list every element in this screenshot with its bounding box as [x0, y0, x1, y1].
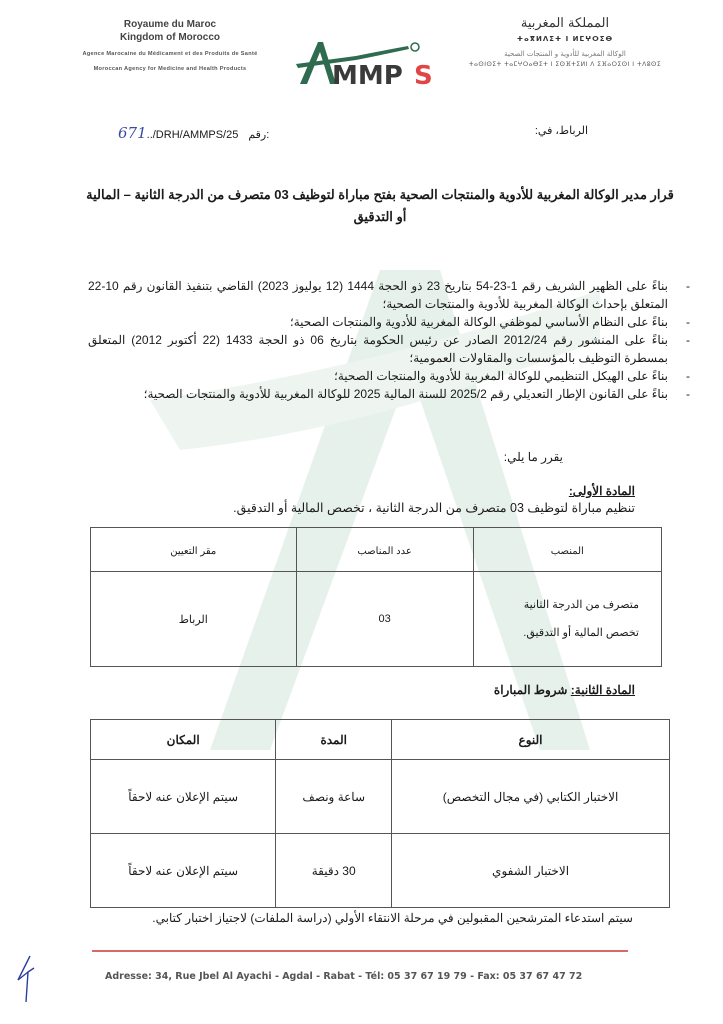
table-row	[91, 760, 670, 834]
position-line1: متصرف من الدرجة الثانية	[523, 599, 639, 611]
table-row	[91, 572, 662, 667]
table-header-row	[91, 720, 670, 760]
positions-table	[90, 527, 662, 667]
header-count: عدد المناصب	[296, 528, 473, 572]
agency-tifinagh: ⵜⴰⵙⵏⵙⵉⵜ ⵜⴰⵎⵖⵔⴰⴱⵉⵜ ⵏ ⵉⵙⴼⵜⵉⵍⵏ ⴷ ⵉⴼⴰⵔⵉⵙⵏ ⵏ ⵜⴷⵓⵙⵉ	[468, 61, 662, 68]
kingdom-ar: المملكة المغربية	[520, 16, 610, 31]
header-position: المنصب	[473, 528, 661, 572]
reference-line	[118, 124, 588, 144]
article1-title: المادة الأولى:	[568, 484, 635, 498]
article1-text: تنظيم مباراة لتوظيف 03 متصرف من الدرجة الثانية ، تخصص المالية أو التدقيق.	[233, 501, 635, 515]
decides-label: يقرر ما يلي:	[503, 450, 563, 464]
exam-conditions-table	[90, 719, 670, 908]
consideration-item: - بناءً على الظهير الشريف رقم 1-23-54 بتاريخ 23 ذو الحجة 1444 (12 يوليوز 2023) القاضي بتنفيذ القانون رقم 10-22 المتعلق بإحداث الوكالة المغربية للأدوية والمنتجات الصحية؛	[88, 277, 668, 313]
header-location: مقر التعيين	[91, 528, 297, 572]
reference-suffix: ../DRH/AMMPS/25	[146, 129, 239, 141]
consideration-item: - بناءً على الهيكل التنظيمي للوكالة المغربية للأدوية والمنتجات الصحية؛	[88, 367, 668, 385]
position-line2: تخصص المالية أو التدقيق.	[523, 627, 639, 639]
reference-number	[118, 124, 269, 142]
header-left-block	[40, 18, 300, 74]
table-header-row	[91, 528, 662, 572]
kingdom-en: Kingdom of Morocco	[120, 32, 220, 43]
cell-place: سيتم الإعلان عنه لاحقاً	[91, 834, 276, 908]
article2-title: المادة الثانية:	[570, 683, 635, 697]
header-duration: المدة	[276, 720, 392, 760]
agency-ar: الوكالة المغربية للأدوية و المنتجات الصحية	[504, 50, 626, 58]
consideration-item: - بناءً على القانون الإطار التعديلي رقم 2025/2 للسنة المالية 2025 للوكالة المغربية للأدوية والمنتجات الصحية؛	[88, 385, 668, 403]
consideration-item: - بناءً على النظام الأساسي لموظفي الوكالة المغربية للأدوية والمنتجات الصحية؛	[88, 313, 668, 331]
cell-position	[473, 572, 661, 667]
cell-duration: 30 دقيقة	[276, 834, 392, 908]
signature-initials	[14, 954, 40, 1004]
cell-type: الاختبار الكتابي (في مجال التخصص)	[392, 760, 670, 834]
svg-text:MMP: MMP	[332, 61, 403, 90]
written-exam-note: سيتم استدعاء المترشحين المقبولين في مرحلة الانتقاء الأولي (دراسة الملفات) لاجتياز اختبار كتابي.	[152, 911, 633, 925]
agency-fr: Agence Marocaine du Médicament et des Produits de Santé	[82, 51, 258, 57]
kingdom-tifinagh: ⵜⴰⴳⵍⴷⵉⵜ ⵏ ⵍⵎⵖⵔⵉⴱ	[516, 35, 614, 43]
header-type: النوع	[392, 720, 670, 760]
cell-location: الرباط	[91, 572, 297, 667]
header-place: المكان	[91, 720, 276, 760]
cell-place: سيتم الإعلان عنه لاحقاً	[91, 760, 276, 834]
agency-en: Moroccan Agency for Medicine and Health Products	[93, 66, 247, 72]
article2-subtitle: شروط المباراة	[493, 683, 568, 697]
ammps-logo	[296, 36, 436, 90]
handwritten-number: 671	[118, 124, 147, 142]
table-row	[91, 834, 670, 908]
cell-count: 03	[296, 572, 473, 667]
cell-type: الاختبار الشفوي	[392, 834, 670, 908]
article2-heading	[494, 683, 635, 697]
svg-text:S: S	[414, 61, 433, 90]
footer-divider	[92, 950, 628, 952]
cell-duration: ساعة ونصف	[276, 760, 392, 834]
kingdom-fr: Royaume du Maroc	[123, 19, 217, 30]
reference-label: رقم:	[248, 129, 270, 141]
decision-title: قرار مدير الوكالة المغربية للأدوية والمنتجات الصحية بفتح مباراة لتوظيف 03 متصرف من الدرجة الثانية – المالية أو التدقيق	[86, 187, 674, 224]
footer-address: Adresse: 34, Rue Jbel Al Ayachi - Agdal - Rabat - Tél: 05 37 67 19 79 - Fax: 05 37 67 47 72	[105, 971, 583, 982]
header-right-block	[440, 14, 690, 70]
considerations-list	[88, 277, 690, 403]
consideration-item: - بناءً على المنشور رقم 2012/24 الصادر عن رئيس الحكومة بتاريخ 06 ذو الحجة 1433 (22 أكتوبر 2012) المتعلق بمسطرة التوظيف بالمؤسسات والمقاولات العمومية؛	[88, 331, 668, 367]
city-date-label: الرباط، في:	[534, 125, 588, 137]
